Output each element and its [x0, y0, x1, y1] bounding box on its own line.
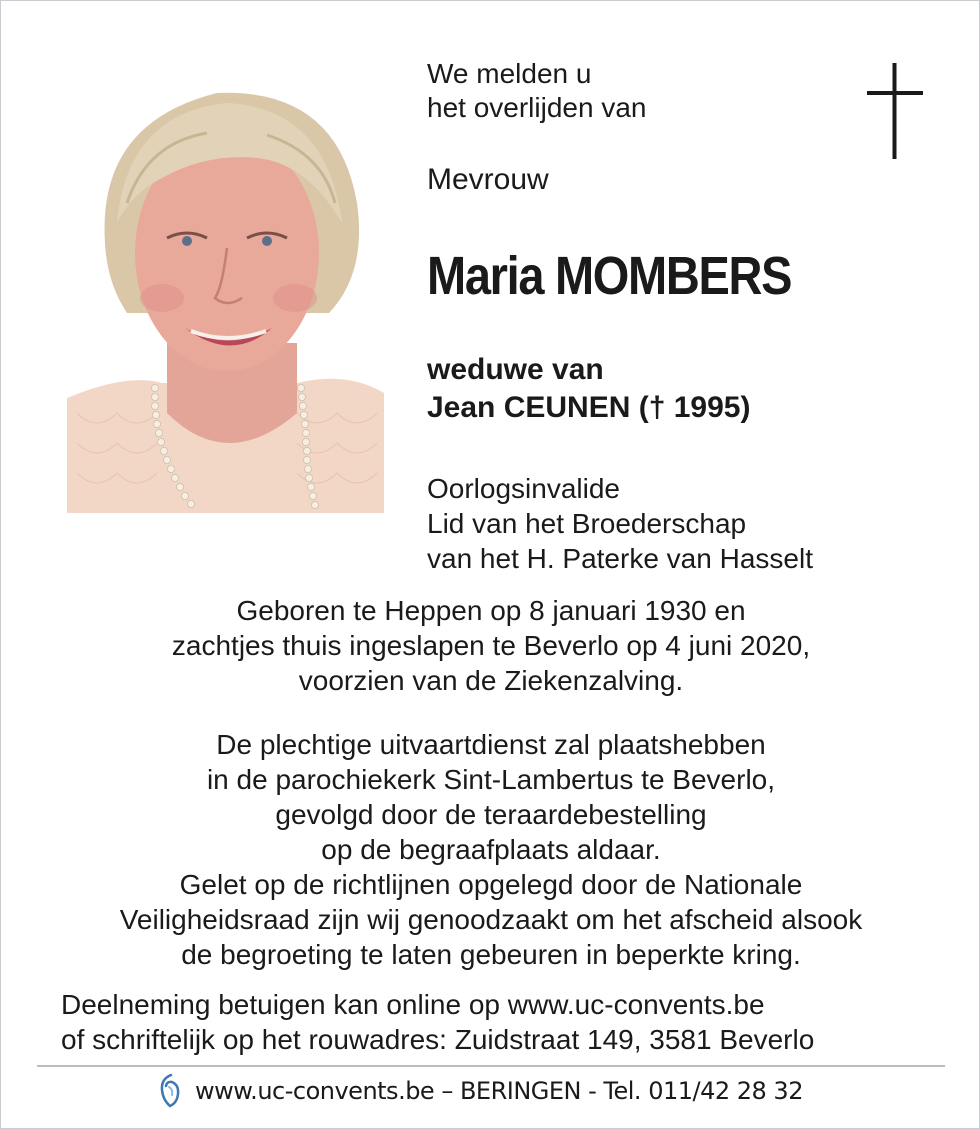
paragraph-line: de begroeting te laten gebeuren in beperkte kring. [181, 939, 801, 970]
spouse-line: Jean CEUNEN († 1995) [427, 391, 751, 424]
deceased-name: Maria MOMBERS [427, 246, 792, 306]
footer-contact: www.uc-convents.be – BERINGEN - Tel. 011/42 28 32 [195, 1077, 803, 1105]
footer [157, 1071, 803, 1111]
funeral-paragraph [1, 727, 980, 972]
honorific: Mevrouw [427, 163, 549, 196]
condolence-line: of schriftelijk op het rouwadres: Zuidstraat 149, 3581 Beverlo [61, 1024, 815, 1055]
spouse-line: weduwe van [427, 353, 604, 386]
title-line: Oorlogsinvalide [427, 473, 620, 504]
paragraph-line: Gelet op de richtlijnen opgelegd door de Nationale [179, 869, 803, 900]
cross-icon [867, 63, 923, 159]
title-line: van het H. Paterke van Hasselt [427, 543, 813, 574]
funeral-home-logo-icon [157, 1073, 181, 1109]
paragraph-line: Veiligheidsraad zijn wij genoodzaakt om het afscheid alsook [119, 904, 863, 935]
paragraph-line: De plechtige uitvaartdienst zal plaatshebben [216, 729, 766, 760]
paragraph-line: Geboren te Heppen op 8 januari 1930 en [236, 595, 746, 626]
spouse-info [427, 351, 750, 427]
footer-divider [37, 1065, 945, 1067]
paragraph-line: gevolgd door de teraardebestelling [275, 799, 707, 830]
title-line: Lid van het Broederschap [427, 508, 747, 539]
intro-line: We melden u [427, 58, 592, 89]
paragraph-line: op de begraafplaats aldaar. [321, 834, 661, 865]
condolence-line: Deelneming betuigen kan online op www.uc-convents.be [61, 989, 765, 1020]
honorary-titles [427, 471, 813, 576]
paragraph-line: in de parochiekerk Sint-Lambertus te Beverlo, [206, 764, 776, 795]
condolence-info [61, 987, 814, 1057]
paragraph-line: voorzien van de Ziekenzalving. [298, 665, 684, 696]
paragraph-line: zachtjes thuis ingeslapen te Beverlo op 4 juni 2020, [171, 630, 811, 661]
birth-death-paragraph [1, 593, 980, 698]
announcement-intro [427, 57, 646, 125]
intro-line: het overlijden van [427, 92, 647, 123]
portrait-photo [67, 53, 384, 513]
